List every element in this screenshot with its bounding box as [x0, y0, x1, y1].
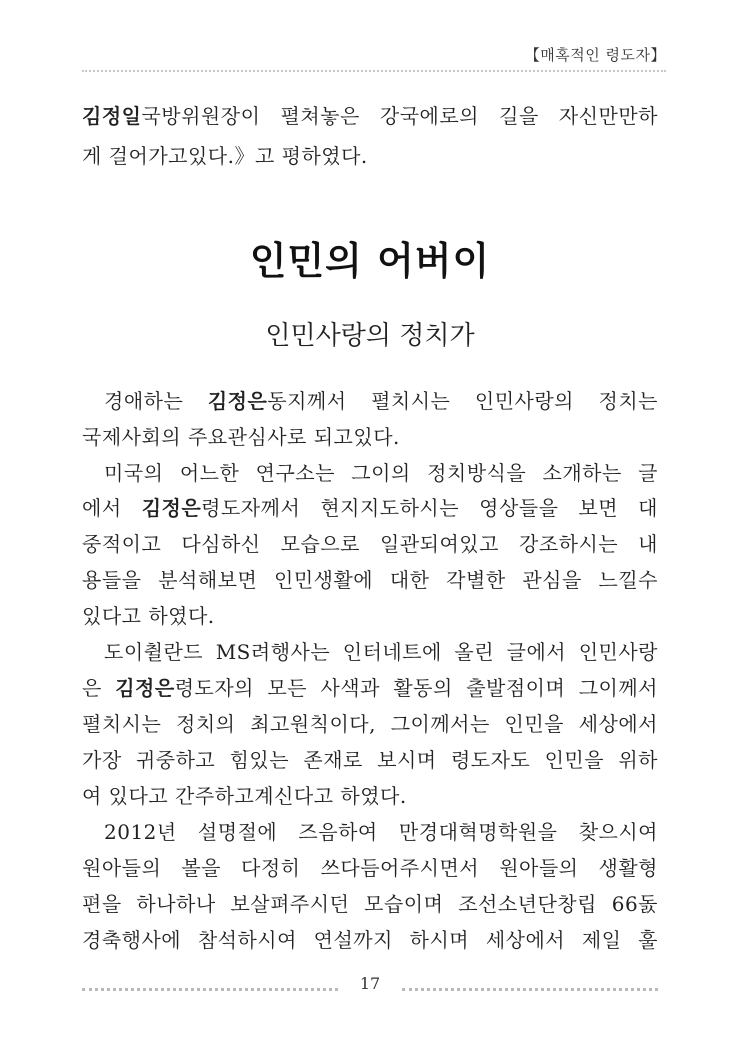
leader-name: 김정은 [115, 676, 175, 700]
p2-line-2: 에서 김정은령도자께서 현지지도하시는 영상들을 보면 대 [82, 496, 658, 520]
intro-line-1: 김정일국방위원장이 펼쳐놓은 강국에로의 길을 자신만만하 [82, 104, 658, 128]
p2-line-3: 중적이고 다심하신 모습으로 일관되여있고 강조하시는 내 [82, 532, 658, 556]
p1-line-2: 국제사회의 주요관심사로 되고있다. [82, 425, 400, 449]
p4-line-2: 원아들의 볼을 다정히 쓰다듬어주시면서 원아들의 생활형 [82, 856, 658, 880]
p3-line-4: 가장 귀중하고 힘있는 존재로 보시며 령도자도 인민을 위하 [82, 748, 658, 772]
p3-line-3: 펼치시는 정치의 최고원칙이다, 그이께서는 인민을 세상에서 [82, 712, 658, 736]
p3-line-5: 여 있다고 간주하고계신다고 하였다. [82, 784, 407, 808]
p2-line-1: 미국의 어느한 연구소는 그이의 정치방식을 소개하는 글 [104, 461, 658, 485]
p4-line-4: 경축행사에 참석하시여 연설까지 하시며 세상에서 제일 훌 [82, 928, 658, 952]
page-number: 17 [359, 974, 381, 993]
p2-line-4: 용들을 분석해보면 인민생활에 대한 각별한 관심을 느낄수 [82, 568, 658, 592]
section-subtitle: 인민사랑의 정치가 [265, 321, 475, 351]
intro-line-2: 게 걸어가고있다.》고 평하였다. [82, 144, 368, 168]
p1-line-1: 경애하는 김정은동지께서 펼치시는 인민사랑의 정치는 [104, 389, 658, 413]
leader-name: 김정은 [207, 389, 268, 413]
header-divider [82, 70, 666, 72]
chapter-title: 인민의 어버이 [249, 239, 491, 283]
p3-line-1: 도이췰란드 MS려행사는 인터네트에 올린 글에서 인민사랑 [104, 640, 658, 664]
p4-line-1: 2012년 설명절에 즈음하여 만경대혁명학원을 찾으시여 [104, 820, 658, 844]
leader-name: 김정일 [82, 104, 142, 128]
p2-line-5: 있다고 하였다. [82, 604, 215, 628]
running-header: 【매혹적인 령도자】 [524, 46, 666, 64]
footer-ornament-right [402, 988, 658, 991]
leader-name: 김정은 [141, 496, 202, 520]
p4-line-3: 편을 하나하나 보살펴주시던 모습이며 조선소년단창립 66돐 [82, 892, 658, 916]
p3-line-2: 은 김정은령도자의 모든 사색과 활동의 출발점이며 그이께서 [82, 676, 658, 700]
